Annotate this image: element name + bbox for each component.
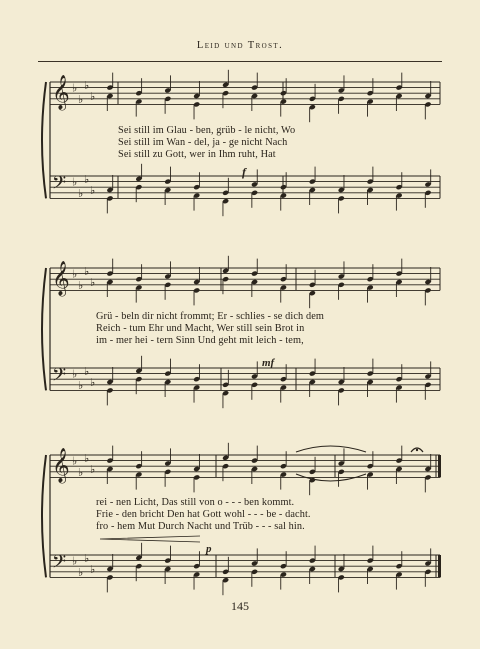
flat-icon: ♭	[90, 276, 96, 289]
lyric-line-system3-verse1: rei - nen Licht, Das still von o - - - ben kommt.	[96, 497, 295, 508]
flat-icon: ♭	[84, 364, 90, 378]
bass-clef-icon: 𝄢	[52, 173, 67, 198]
brace	[42, 455, 46, 577]
lyric-line-system1-verse1: Sei still im Glau - ben, grüb - le nicht, Wo	[118, 125, 296, 136]
page-title: Leid und Trost.	[196, 40, 284, 51]
brace	[42, 268, 46, 390]
fermata-dot	[416, 449, 418, 451]
lyric-line-system2-verse3: im - mer hei - tern Sinn Und geht mit leich - tem,	[96, 335, 304, 346]
dynamic-mezzoforte: mf	[262, 357, 275, 369]
flat-icon: ♭	[72, 267, 78, 281]
flat-icon: ♭	[84, 551, 90, 565]
slur	[296, 446, 366, 452]
flat-icon: ♭	[90, 376, 96, 389]
crescendo-hairpin	[100, 536, 200, 542]
flat-icon: ♭	[90, 90, 96, 103]
flat-icon: ♭	[78, 465, 84, 479]
flat-icon: ♭	[84, 451, 90, 465]
dynamic-piano: p	[206, 543, 212, 555]
lyric-line-system2-verse1: Grü - beln dir nicht frommt; Er - schlies - se dich dem	[96, 311, 324, 322]
page-number: 145	[231, 599, 249, 613]
flat-icon: ♭	[78, 92, 84, 106]
flat-icon: ♭	[72, 367, 78, 381]
flat-icon: ♭	[90, 184, 96, 197]
brace	[42, 82, 46, 198]
flat-icon: ♭	[78, 186, 84, 200]
lyric-line-system1-verse2: Sei still im Wan - del, ja - ge nicht Nach	[118, 137, 288, 148]
flat-icon: ♭	[78, 378, 84, 392]
flat-icon: ♭	[84, 172, 90, 186]
final-barline	[438, 455, 441, 477]
treble-clef-icon: 𝄞	[52, 261, 70, 296]
flat-icon: ♭	[72, 81, 78, 95]
flat-icon: ♭	[90, 463, 96, 476]
flat-icon: ♭	[84, 78, 90, 92]
dynamic-forte: f	[242, 165, 246, 179]
treble-clef-icon: 𝄞	[52, 75, 70, 110]
lyric-line-system2-verse2: Reich - tum Ehr und Macht, Wer still sein Brot in	[96, 323, 305, 334]
treble-clef-icon: 𝄞	[52, 448, 70, 483]
flat-icon: ♭	[84, 264, 90, 278]
flat-icon: ♭	[72, 554, 78, 568]
bass-clef-icon: 𝄢	[52, 365, 67, 390]
lyric-line-system3-verse2: Frie - den bricht Den hat Gott wohl - - - be - dacht.	[96, 509, 311, 520]
lyric-line-system3-verse3: fro - hem Mut Durch Nacht und Trüb - - - sal hin.	[96, 521, 305, 532]
flat-icon: ♭	[72, 454, 78, 468]
flat-icon: ♭	[78, 565, 84, 579]
flat-icon: ♭	[72, 175, 78, 189]
lyric-line-system1-verse3: Sei still zu Gott, wer in Ihm ruht, Hat	[118, 149, 276, 160]
flat-icon: ♭	[78, 278, 84, 292]
flat-icon: ♭	[90, 563, 96, 576]
final-barline	[438, 555, 441, 577]
bass-clef-icon: 𝄢	[52, 552, 67, 577]
